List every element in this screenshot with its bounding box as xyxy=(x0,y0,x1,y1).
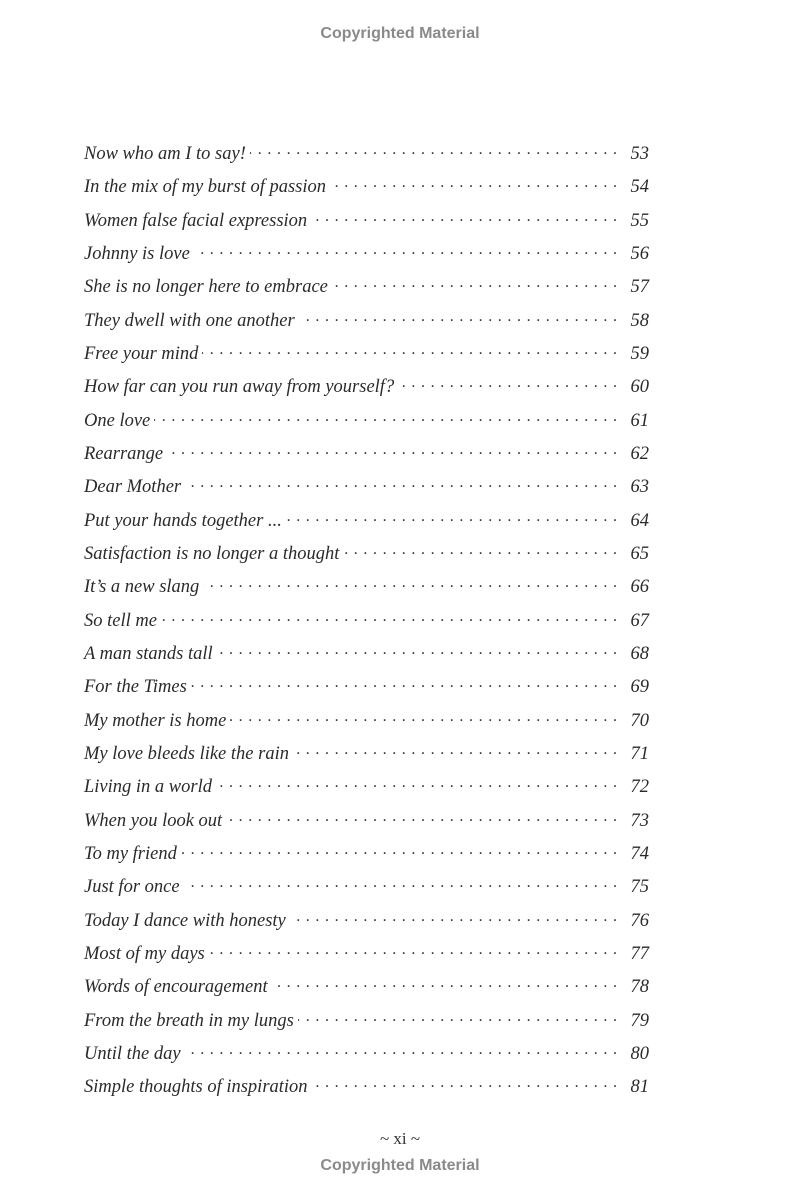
table-of-contents xyxy=(84,141,649,1108)
toc-entry xyxy=(84,441,649,474)
toc-entry-title: One love xyxy=(84,410,151,431)
toc-entry-title: For the Times xyxy=(84,677,187,698)
toc-entry-page: 68 xyxy=(630,643,649,664)
dot-leader xyxy=(290,908,617,926)
toc-entry xyxy=(84,1008,649,1041)
toc-entry-title: My love bleeds like the rain xyxy=(84,743,289,764)
toc-entry-title: Women false facial expression xyxy=(84,210,308,231)
toc-entry-title: Satisfaction is no longer a thought xyxy=(84,543,340,564)
toc-entry-title: Now who am I to say! xyxy=(84,144,246,164)
dot-leader xyxy=(202,341,617,359)
toc-entry-page: 54 xyxy=(630,177,649,198)
toc-entry-title: Most of my days xyxy=(84,943,205,964)
toc-entry xyxy=(84,941,649,974)
toc-entry-title: Today I dance with honesty xyxy=(84,910,286,931)
copyright-watermark-bottom: Copyrighted Material xyxy=(320,1157,480,1174)
toc-entry-title: To my friend xyxy=(84,843,177,864)
toc-entry xyxy=(84,874,649,907)
toc-entry xyxy=(84,674,649,707)
toc-entry-page: 72 xyxy=(630,777,649,798)
dot-leader xyxy=(226,808,617,826)
toc-entry-title: My mother is home xyxy=(84,710,227,731)
dot-leader xyxy=(185,474,617,492)
toc-entry xyxy=(84,908,649,941)
toc-entry xyxy=(84,141,649,174)
dot-leader xyxy=(184,874,617,892)
toc-entry-page: 56 xyxy=(630,243,649,264)
dot-leader xyxy=(194,241,617,259)
toc-entry xyxy=(84,541,649,574)
dot-leader xyxy=(217,641,617,659)
dot-leader xyxy=(286,508,617,526)
toc-entry-title: Just for once xyxy=(84,877,180,898)
toc-entry-title: It’s a new slang xyxy=(84,577,200,598)
toc-entry-page: 81 xyxy=(630,1077,649,1098)
toc-entry-page: 74 xyxy=(630,843,649,864)
toc-entry-page: 63 xyxy=(630,477,649,498)
toc-entry-title: Until the day xyxy=(84,1043,181,1064)
dot-leader xyxy=(209,941,617,959)
toc-entry xyxy=(84,741,649,774)
dot-leader xyxy=(191,674,617,692)
toc-entry-page: 59 xyxy=(630,343,649,364)
toc-entry xyxy=(84,508,649,541)
toc-entry-title: Living in a world xyxy=(84,777,212,798)
dot-leader xyxy=(154,408,617,426)
toc-entry xyxy=(84,841,649,874)
toc-entry-title: So tell me xyxy=(84,610,157,631)
dot-leader xyxy=(298,1008,617,1026)
toc-entry xyxy=(84,1074,649,1107)
toc-entry-page: 66 xyxy=(630,577,649,598)
toc-entry xyxy=(84,808,649,841)
dot-leader xyxy=(398,374,617,392)
toc-entry xyxy=(84,641,649,674)
page-folio: ~ xi ~ xyxy=(379,1129,421,1148)
toc-entry xyxy=(84,174,649,207)
toc-entry xyxy=(84,274,649,307)
toc-entry-title: Dear Mother xyxy=(84,477,182,498)
toc-entry-title: Rearrange xyxy=(84,443,164,464)
toc-entry-title: Free your mind xyxy=(84,343,199,364)
toc-entry xyxy=(84,1041,649,1074)
toc-entry-page: 78 xyxy=(630,977,649,998)
toc-entry-title: She is no longer here to embrace xyxy=(84,277,328,298)
toc-entry-page: 55 xyxy=(630,210,649,231)
toc-entry xyxy=(84,208,649,241)
dot-leader xyxy=(299,308,617,326)
copyright-watermark-top: Copyrighted Material xyxy=(320,25,480,42)
dot-leader xyxy=(272,974,617,992)
toc-entry-title: Put your hands together ... xyxy=(84,510,282,531)
toc-entry-page: 61 xyxy=(630,410,649,431)
toc-entry-page: 60 xyxy=(630,377,649,398)
dot-leader xyxy=(181,841,617,859)
dot-leader xyxy=(312,1074,617,1092)
toc-entry-page: 70 xyxy=(630,710,649,731)
dot-leader xyxy=(311,208,617,226)
toc-entry-page: 76 xyxy=(630,910,649,931)
toc-entry xyxy=(84,474,649,507)
toc-entry xyxy=(84,341,649,374)
toc-entry xyxy=(84,308,649,341)
toc-entry-title: They dwell with one another xyxy=(84,310,295,331)
toc-entry-page: 73 xyxy=(630,810,649,831)
toc-entry-page: 62 xyxy=(630,443,649,464)
dot-leader xyxy=(161,608,617,626)
toc-entry xyxy=(84,708,649,741)
toc-entry xyxy=(84,374,649,407)
toc-entry-page: 77 xyxy=(630,943,649,964)
toc-entry-title: How far can you run away from yourself? xyxy=(84,377,395,398)
toc-entry-page: 65 xyxy=(630,543,649,564)
toc-entry-title: Words of encouragement xyxy=(84,977,268,998)
dot-leader xyxy=(216,774,617,792)
toc-entry-title: A man stands tall xyxy=(84,643,213,664)
toc-entry-title: From the breath in my lungs xyxy=(84,1010,294,1031)
toc-entry xyxy=(84,608,649,641)
toc-entry xyxy=(84,774,649,807)
dot-leader xyxy=(250,141,617,159)
dot-leader xyxy=(203,574,617,592)
toc-entry-title: In the mix of my burst of passion xyxy=(84,177,327,198)
toc-entry-page: 58 xyxy=(630,310,649,331)
toc-entry-page: 67 xyxy=(630,610,649,631)
toc-entry xyxy=(84,241,649,274)
dot-leader xyxy=(293,741,617,759)
dot-leader xyxy=(230,708,617,726)
toc-entry-page: 79 xyxy=(630,1010,649,1031)
toc-entry xyxy=(84,574,649,607)
dot-leader xyxy=(332,274,617,292)
toc-entry-page: 64 xyxy=(630,510,649,531)
toc-entry-title: Simple thoughts of inspiration xyxy=(84,1077,308,1098)
dot-leader xyxy=(343,541,617,559)
toc-entry-page: 80 xyxy=(630,1043,649,1064)
dot-leader xyxy=(330,174,617,192)
toc-entry xyxy=(84,408,649,441)
toc-entry-page: 71 xyxy=(630,743,649,764)
toc-entry-title: When you look out xyxy=(84,810,223,831)
toc-entry-page: 69 xyxy=(630,677,649,698)
dot-leader xyxy=(167,441,617,459)
toc-entry-page: 57 xyxy=(630,277,649,298)
toc-entry-title: Johnny is love xyxy=(84,243,190,264)
toc-entry-page: 75 xyxy=(630,877,649,898)
dot-leader xyxy=(185,1041,617,1059)
toc-entry-page: 53 xyxy=(630,144,649,164)
toc-entry xyxy=(84,974,649,1007)
